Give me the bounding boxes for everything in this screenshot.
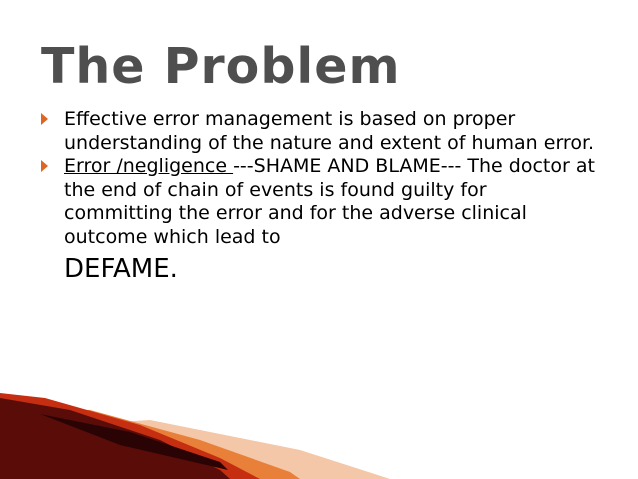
- bullet-1-text: Effective error management is based on proper understanding of the nature and extent of human error.: [64, 108, 595, 154]
- bullet-2-emphasis-text: DEFAME.: [64, 254, 178, 284]
- bullet-2-dashes-text: ---SHAME AND BLAME---: [233, 155, 462, 177]
- bullet-2-body-text: The doctor at the end of chain of events is found guilty for committing the error and for the adverse clinical outcome which lead to: [64, 155, 595, 248]
- slide-title: The Problem: [41, 37, 401, 95]
- bullet-2-underlined-text: Error /negligence: [64, 155, 234, 177]
